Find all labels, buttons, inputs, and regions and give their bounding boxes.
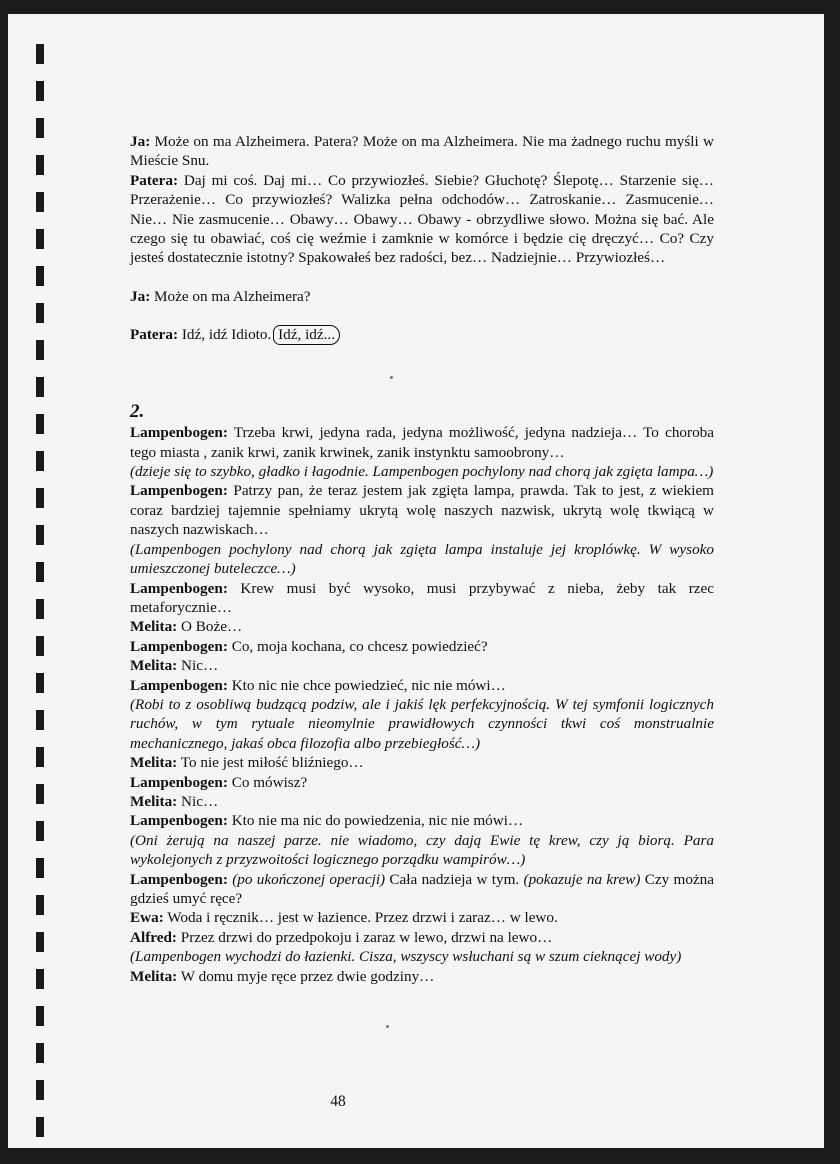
binding-hole: [36, 858, 44, 878]
binding-holes: [36, 44, 48, 1154]
inline-stage-direction: (pokazuje na krew): [523, 870, 641, 888]
stage-direction: (Oni żerują na naszej parze. nie wiadomo, czy dają Ewie tę krew, czy ją biorą. Para wykolejonych z przyzwoitości logicznego porządku wampirów…): [130, 831, 714, 869]
dialogue-text: Kto nie ma nic do powiedzenia, nic nie mówi…: [227, 812, 524, 830]
stage-direction: (dzieje się to szybko, gładko i łagodnie. Lampenbogen pochylony nad chorą jak zgięta lampa…): [130, 463, 714, 481]
dialogue-line: [130, 287, 714, 306]
dialogue-line: [130, 753, 714, 772]
binding-hole: [36, 81, 44, 101]
speaker-name: Lampenbogen:: [130, 773, 228, 791]
dialogue-line: [130, 773, 714, 792]
binding-hole: [36, 636, 44, 656]
dialogue-line: [130, 928, 714, 947]
dialogue-line: [130, 792, 714, 811]
speaker-name: Lampenbogen:: [130, 676, 228, 694]
binding-hole: [36, 673, 44, 693]
dialogue-text: Woda i ręcznik… jest w łazience. Przez drzwi i zaraz… w lewo.: [163, 909, 558, 927]
binding-hole: [36, 451, 44, 471]
dialogue-text: Idź, idź Idioto.: [178, 326, 272, 344]
binding-hole: [36, 599, 44, 619]
speaker-name: Lampenbogen:: [130, 579, 228, 597]
dialogue-text: Nic…: [177, 792, 219, 810]
binding-hole: [36, 340, 44, 360]
binding-hole: [36, 414, 44, 434]
dialogue-text: Co, moja kochana, co chcesz powiedzieć?: [227, 637, 488, 655]
speaker-name: Melita:: [130, 792, 178, 810]
speaker-name: Alfred:: [130, 928, 177, 946]
binding-hole: [36, 1080, 44, 1100]
binding-hole: [36, 303, 44, 323]
dialogue-line: [130, 908, 714, 927]
handwritten-annotation: Idź, idź...: [273, 325, 340, 345]
speaker-name: Lampenbogen:: [130, 812, 228, 830]
dialogue-line: [130, 811, 714, 830]
scan-speck: [386, 1025, 389, 1028]
binding-hole: [36, 969, 44, 989]
speaker-name: Melita:: [130, 967, 178, 985]
binding-hole: [36, 895, 44, 915]
scan-speck: [390, 376, 393, 379]
speaker-name: Ewa:: [130, 909, 164, 927]
dialogue-line: [130, 579, 714, 618]
page-number: 48: [330, 1093, 346, 1110]
dialogue-text: Co mówisz?: [227, 773, 308, 791]
page-content: [130, 132, 714, 986]
dialogue-line: [130, 870, 714, 909]
dialogue-line: [130, 637, 714, 656]
dialogue-line: [130, 676, 714, 695]
dialogue-text: Cała nadzieja w tym.: [385, 870, 524, 888]
dialogue-line: [130, 423, 714, 462]
binding-hole: [36, 784, 44, 804]
dialogue-text: Może on ma Alzheimera. Patera? Może on ma Alzheimera. Nie ma żadnego ruchu myśli w Mieście Snu.: [130, 133, 714, 170]
binding-hole: [36, 1117, 44, 1137]
binding-hole: [36, 1006, 44, 1026]
stage-direction: (Lampenbogen wychodzi do łazienki. Cisza, wszyscy wsłuchani są w szum cieknącej wody): [130, 948, 682, 966]
binding-hole: [36, 118, 44, 138]
dialogue-line: [130, 656, 714, 675]
dialogue-text: Daj mi coś. Daj mi… Co przywiozłeś. Siebie? Głuchotę? Ślepotę… Starzenie się… Przerażenie… Co przywiozłeś? Walizka pełna odchodów… Zatroskanie… Zasmucenie… Nie… Nie zasmucenie… Obawy… Obawy… Obawy - obrzydliwe słowo. Można się bać. Ale czego się tu obawiać, coś cię weźmie i zamknie w komórce i będzie cię dręczyć… Co? Czy jesteś dostatecznie istotny? Spakowałeś bez radości, bez… Nadziejnie… Przywiozłeś…: [130, 171, 714, 267]
binding-hole: [36, 377, 44, 397]
dialogue-line: [130, 967, 714, 986]
speaker-name: Lampenbogen:: [130, 482, 228, 500]
speaker-name: Lampenbogen:: [130, 637, 228, 655]
dialogue-text: Kto nic nie chce powiedzieć, nic nie mówi…: [227, 676, 506, 694]
dialogue-text: Trzeba krwi, jedyna rada, jedyna możliwość, jedyna nadzieja… To choroba tego miasta , zanik krwi, zanik krwinek, zanik instynktu samoobrony…: [130, 424, 714, 461]
stage-direction: (Lampenbogen pochylony nad chorą jak zgięta lampa instaluje jej kroplówkę. W wysoko umieszczonej buteleczce…): [130, 540, 714, 578]
dialogue-text: To nie jest miłość bliźniego…: [177, 754, 364, 772]
binding-hole: [36, 44, 44, 64]
binding-hole: [36, 710, 44, 730]
section-1: [130, 132, 714, 268]
speaker-name: Ja:: [130, 287, 151, 305]
binding-hole: [36, 747, 44, 767]
section-2: [130, 423, 714, 986]
speaker-name: Patera:: [130, 171, 179, 189]
speaker-name: Patera:: [130, 326, 179, 344]
dialogue-text: Patrzy pan, że teraz jestem jak zgięta lampa, prawda. Tak to jest, z wiekiem coraz bardziej tajemnie spełniamy ukrytą wolę naszych nazwisk, ukrytą wolę tkwiącą w naszych nazwiskach…: [130, 482, 714, 539]
document-page: [8, 14, 824, 1148]
binding-hole: [36, 1043, 44, 1063]
binding-hole: [36, 821, 44, 841]
dialogue-line: [130, 132, 714, 171]
binding-hole: [36, 192, 44, 212]
dialogue-line: [130, 325, 714, 345]
dialogue-text: Nic…: [177, 657, 219, 675]
binding-hole: [36, 266, 44, 286]
speaker-name: Lampenbogen:: [130, 870, 228, 888]
speaker-name: Melita:: [130, 754, 178, 772]
speaker-name: Lampenbogen:: [130, 424, 228, 442]
binding-hole: [36, 229, 44, 249]
dialogue-text: O Boże…: [177, 618, 243, 636]
binding-hole: [36, 562, 44, 582]
binding-hole: [36, 155, 44, 175]
dialogue-text: Przez drzwi do przedpokoju i zaraz w lewo, drzwi na lewo…: [176, 928, 553, 946]
binding-hole: [36, 932, 44, 952]
binding-hole: [36, 488, 44, 508]
dialogue-line: [130, 171, 714, 268]
speaker-name: Ja:: [130, 133, 151, 150]
dialogue-text: Krew musi być wysoko, musi przybywać z nieba, żeby tak rzec metaforycznie…: [130, 579, 714, 616]
speaker-name: Melita:: [130, 657, 178, 675]
stage-direction: (Robi to z osobliwą budzącą podziw, ale i jakiś lęk perfekcyjnością. W tej symfonii logicznych ruchów, w tym rytuale nieomylnie prawidłowych czynności tkwi coś monstrualnie mechanicznego, jakaś obca filozofia albo przebiegłość…): [130, 695, 714, 752]
dialogue-text: Czy można gdzieś umyć ręce?: [130, 870, 714, 907]
binding-hole: [36, 525, 44, 545]
inline-stage-direction: (po ukończonej operacji): [232, 870, 386, 888]
section-number: 2.: [130, 401, 145, 423]
dialogue-text: Może on ma Alzheimera?: [150, 287, 311, 305]
dialogue-line: [130, 481, 714, 539]
speaker-name: Melita:: [130, 618, 178, 636]
dialogue-text: W domu myje ręce przez dwie godziny…: [177, 967, 435, 985]
dialogue-line: [130, 617, 714, 636]
